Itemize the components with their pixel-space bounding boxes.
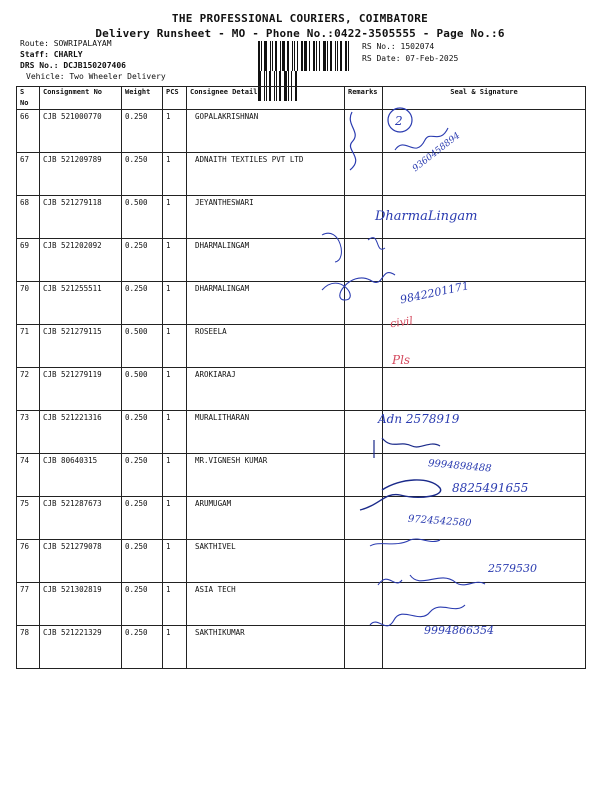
row-weight: 0.500 [122,368,163,411]
barcode-bar [327,41,328,71]
barcode-bar [330,41,332,71]
row-consignee: MURALITHARAN [187,411,345,454]
row-consignment-no: CJB 521302819 [40,583,122,626]
barcode-bar [304,41,307,71]
row-pcs: 1 [163,239,187,282]
col-pcs: PCS [163,87,187,110]
row-consignee: MR.VIGNESH KUMAR [187,454,345,497]
row-remarks [345,325,383,368]
table-row [17,325,586,368]
row-weight: 0.250 [122,110,163,153]
row-consignment-no: CJB 521255511 [40,282,122,325]
row-consignment-no: CJB 521279118 [40,196,122,239]
row-signature [383,325,586,368]
row-signature [383,196,586,239]
barcode-bar [316,41,317,71]
barcode-bar [340,41,342,71]
company-title: THE PROFESSIONAL COURIERS, COIMBATORE [171,12,429,25]
drs-number [20,61,126,70]
row-signature [383,454,586,497]
hand-row69: DharmaLingam [375,209,478,224]
row-remarks [345,411,383,454]
table-row [17,497,586,540]
row-consignment-no: CJB 521287673 [40,497,122,540]
row-consignment-no: CJB 521279078 [40,540,122,583]
row-sno: 78 [17,626,40,669]
row-sno: 67 [17,153,40,196]
row-pcs: 1 [163,110,187,153]
barcode-bar [323,41,326,71]
barcode [258,41,356,71]
table-header-row [17,87,586,110]
row-consignee: ARUMUGAM [187,497,345,540]
barcode-bar [294,41,295,71]
col-remarks: Remarks [345,87,383,110]
row-consignment-no: CJB 521279115 [40,325,122,368]
row-pcs: 1 [163,196,187,239]
row-weight: 0.250 [122,239,163,282]
rs-number: RS No.: 1502074 [362,42,435,51]
row-weight: 0.250 [122,497,163,540]
barcode-bar [319,41,320,71]
table-row [17,110,586,153]
barcode-bar [270,41,271,71]
row-signature [383,368,586,411]
runsheet-table [16,86,586,669]
row-signature [383,583,586,626]
table-body [17,110,586,669]
row-consignment-no: CJB 521279119 [40,368,122,411]
table-row [17,282,586,325]
row-pcs: 1 [163,325,187,368]
barcode-bar [264,41,267,71]
row-remarks [345,497,383,540]
row-pcs: 1 [163,540,187,583]
row-remarks [345,239,383,282]
row-sno: 70 [17,282,40,325]
row-remarks [345,454,383,497]
row-consignment-no: CJB 521221329 [40,626,122,669]
barcode-bar [275,41,277,71]
hand-row75: 8825491655 [452,481,529,495]
hand-row71: civil [389,314,414,331]
row-pcs: 1 [163,411,187,454]
barcode-bar [301,41,303,71]
row-consignment-no: CJB 521000770 [40,110,122,153]
barcode-bar [280,41,281,71]
barcode-bar [345,41,347,71]
row-sno: 73 [17,411,40,454]
barcode-bar [287,41,289,71]
row-consignee: SAKTHIVEL [187,540,345,583]
row-signature [383,540,586,583]
row-sno: 77 [17,583,40,626]
row-weight: 0.250 [122,153,163,196]
hand-row66: 2 [395,114,403,128]
barcode-bar [297,41,298,71]
row-consignment-no: CJB 521202092 [40,239,122,282]
table-row [17,239,586,282]
row-remarks [345,626,383,669]
row-remarks [345,110,383,153]
row-pcs: 1 [163,282,187,325]
vehicle-text: Vehicle: Two Wheeler Delivery [26,72,166,81]
col-signature: Seal & Signature [383,87,586,110]
row-weight: 0.250 [122,540,163,583]
row-signature [383,411,586,454]
table-row [17,583,586,626]
hand-row76: 9724542580 [407,513,472,530]
barcode-bar [258,41,260,71]
row-weight: 0.250 [122,454,163,497]
row-consignee: DHARMALINGAM [187,282,345,325]
row-weight: 0.500 [122,196,163,239]
row-weight: 0.250 [122,411,163,454]
row-signature [383,239,586,282]
row-sno: 72 [17,368,40,411]
col-consignment: Consignment No [40,87,122,110]
row-sno: 69 [17,239,40,282]
drs-value: DCJB150207406 [63,61,126,70]
table-row [17,368,586,411]
row-sno: 75 [17,497,40,540]
row-sno: 66 [17,110,40,153]
row-consignment-no: CJB 521209789 [40,153,122,196]
row-consignee: JEYANTHESWARI [187,196,345,239]
row-signature [383,110,586,153]
hand-row72: Pls [392,353,411,367]
barcode-bar [335,41,336,71]
hand-row74a: Adn 2578919 [378,412,460,426]
drs-label: DRS No.: [20,61,59,70]
row-consignee: ASIA TECH [187,583,345,626]
row-sno: 74 [17,454,40,497]
barcode-bar [261,41,262,71]
route-text: Route: SOWRIPALAYAM [20,39,112,48]
row-signature [383,282,586,325]
hand-row67: 9360458894 [410,130,463,175]
row-signature [383,153,586,196]
table-row [17,626,586,669]
row-sno: 76 [17,540,40,583]
row-consignee: GOPALAKRISHNAN [187,110,345,153]
barcode-bar [348,41,349,71]
row-weight: 0.250 [122,282,163,325]
hand-row74b: 9994898488 [427,458,492,475]
row-remarks [345,583,383,626]
col-sno: S No [17,87,40,110]
row-weight: 0.500 [122,325,163,368]
barcode-bar [309,41,310,71]
col-weight: Weight [122,87,163,110]
table-row [17,153,586,196]
row-sno: 68 [17,196,40,239]
row-consignment-no: CJB 80640315 [40,454,122,497]
barcode-bar [272,41,273,71]
barcode-bar [313,41,315,71]
row-consignee: SAKTHIKUMAR [187,626,345,669]
hand-row78: 9994866354 [424,624,494,637]
row-pcs: 1 [163,497,187,540]
table-row [17,196,586,239]
row-consignee: AROKIARAJ [187,368,345,411]
row-pcs: 1 [163,368,187,411]
row-sno: 71 [17,325,40,368]
hand-row77: 2579530 [488,562,537,575]
row-consignment-no: CJB 521221316 [40,411,122,454]
rs-date: RS Date: 07-Feb-2025 [362,54,459,63]
table-row [17,411,586,454]
barcode-bar [337,41,338,71]
row-signature [383,497,586,540]
table-row [17,540,586,583]
barcode-bar [292,41,293,71]
row-consignee: ROSEELA [187,325,345,368]
row-remarks [345,282,383,325]
runsheet-subtitle: Delivery Runsheet - MO - Phone No.:0422-3505555 - Page No.:6 [95,27,505,40]
row-signature [383,626,586,669]
row-pcs: 1 [163,626,187,669]
table-row [17,454,586,497]
row-remarks [345,540,383,583]
row-remarks [345,153,383,196]
barcode-bar [282,41,285,71]
row-pcs: 1 [163,153,187,196]
row-remarks [345,368,383,411]
hand-row70: 9842201171 [398,279,471,307]
row-pcs: 1 [163,583,187,626]
col-consignee: Consignee Details [187,87,345,110]
row-pcs: 1 [163,454,187,497]
staff-text: Staff: CHARLY [20,50,83,59]
row-remarks [345,196,383,239]
row-consignee: DHARMALINGAM [187,239,345,282]
row-weight: 0.250 [122,626,163,669]
row-weight: 0.250 [122,583,163,626]
row-consignee: ADNAITH TEXTILES PVT LTD [187,153,345,196]
